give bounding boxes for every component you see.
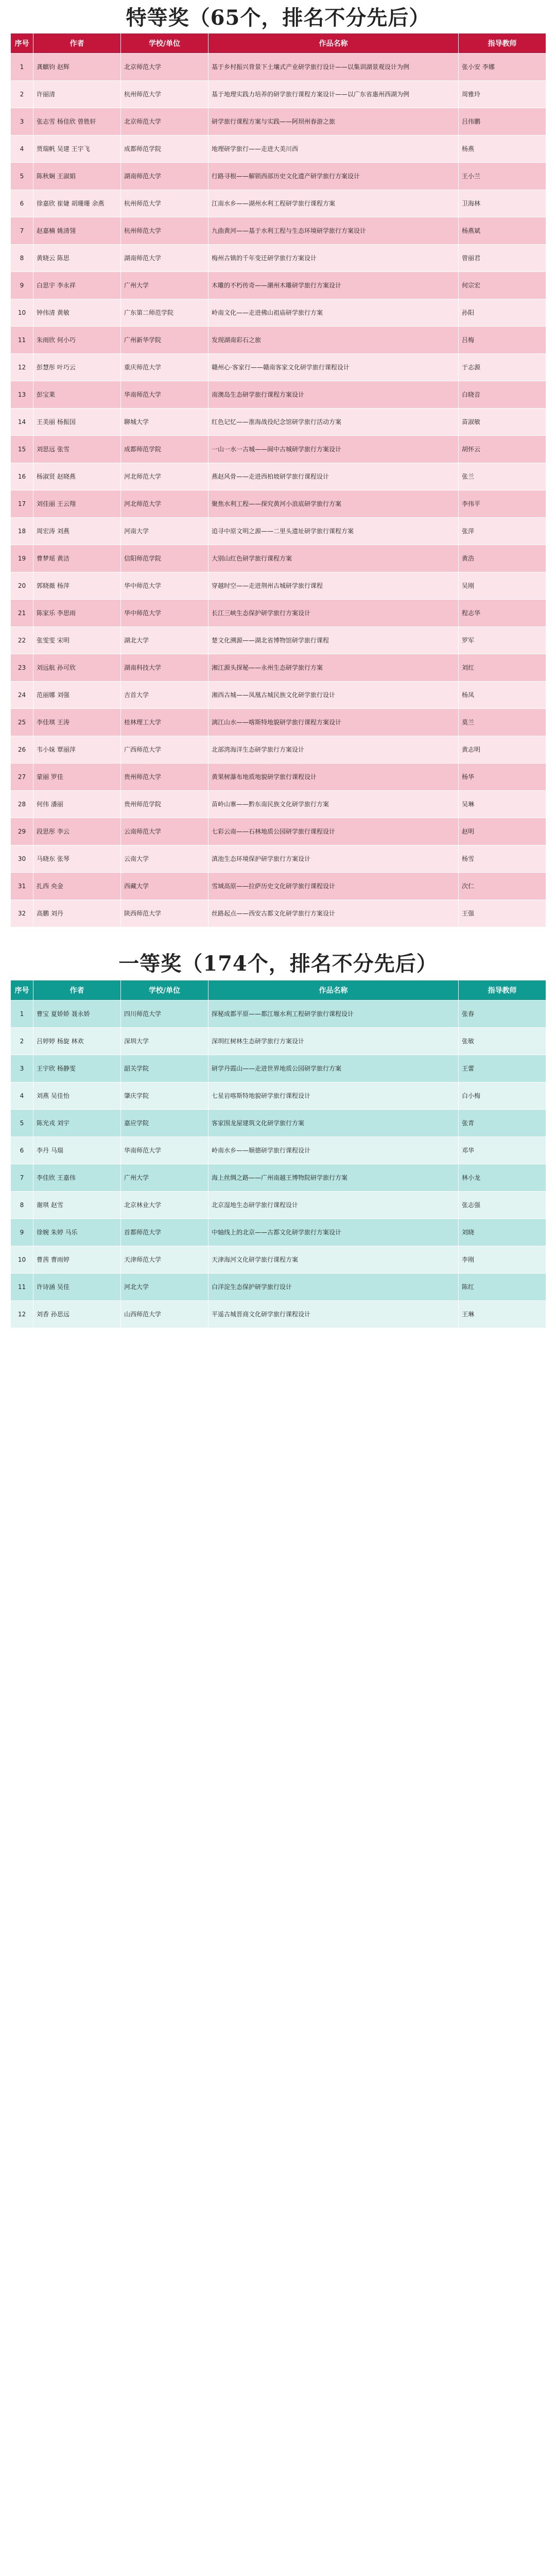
table-row: [11, 1001, 546, 1028]
cell-school: 云南大学: [121, 845, 208, 873]
cell-no: 22: [11, 627, 33, 654]
cell-author: 白思宇 李永祥: [33, 272, 121, 299]
table-row: [11, 245, 546, 272]
cell-no: 32: [11, 900, 33, 927]
cell-work: 雪域高原——拉萨历史文化研学旅行课程设计: [208, 873, 459, 900]
table-row: [11, 736, 546, 764]
cell-author: 陈秋娴 王淑娟: [33, 163, 121, 190]
cell-author: 周宏涛 刘燕: [33, 518, 121, 545]
cell-school: 广州新华学院: [121, 327, 208, 354]
table-row: [11, 545, 546, 572]
cell-school: 贵州师范大学: [121, 764, 208, 791]
cell-author: 蒙丽 罗佳: [33, 764, 121, 791]
table-row: [11, 409, 546, 436]
cell-work: 岭南文化——走进佛山祖庙研学旅行方案: [208, 299, 459, 327]
cell-advisor: 周雅玲: [459, 81, 546, 108]
cell-author: 曹梦瑶 黄洁: [33, 545, 121, 572]
cell-author: 陈家乐 李思雨: [33, 600, 121, 627]
cell-author: 李丹 马瑞: [33, 1137, 121, 1164]
cell-author: 张志雪 杨佳欣 曾胜轩: [33, 108, 121, 135]
table-row: [11, 1110, 546, 1137]
header-work: 作品名称: [208, 980, 459, 1001]
cell-no: 10: [11, 1246, 33, 1274]
table-row: [11, 845, 546, 873]
special-award-table: [10, 33, 546, 927]
cell-author: 高鹏 刘丹: [33, 900, 121, 927]
cell-advisor: 何宗宏: [459, 272, 546, 299]
cell-work: 江南水乡——湖州水利工程研学旅行课程方案: [208, 190, 459, 217]
cell-work: 黄果树瀑布地质地貌研学旅行课程设计: [208, 764, 459, 791]
cell-advisor: 张萍: [459, 518, 546, 545]
first-award-table: [10, 980, 546, 1328]
cell-no: 8: [11, 1192, 33, 1219]
table-row: [11, 1274, 546, 1301]
first-award-title: 一等奖（174个，排名不分先后）: [118, 952, 438, 976]
table-row: [11, 272, 546, 299]
cell-author: 李佳欣 王嘉伟: [33, 1164, 121, 1192]
cell-school: 湖南师范大学: [121, 163, 208, 190]
table-row: [11, 791, 546, 818]
cell-author: 段思彤 李云: [33, 818, 121, 845]
cell-advisor: 李伟平: [459, 490, 546, 518]
cell-school: 韶关学院: [121, 1055, 208, 1082]
cell-work: 赣州心·客家行——赣南客家文化研学旅行课程设计: [208, 354, 459, 381]
cell-author: 徐婉 朱婷 马乐: [33, 1219, 121, 1246]
cell-advisor: 王蕾: [459, 1055, 546, 1082]
cell-author: 曹宝 夏娇娇 聂永娇: [33, 1001, 121, 1028]
cell-school: 成都师范学院: [121, 436, 208, 463]
cell-no: 13: [11, 381, 33, 409]
cell-no: 9: [11, 1219, 33, 1246]
cell-work: 穿越时空——走进荆州古城研学旅行课程: [208, 572, 459, 600]
cell-author: 黄晓云 陈思: [33, 245, 121, 272]
cell-advisor: 卫海林: [459, 190, 546, 217]
cell-work: 客家围龙屋建筑文化研学旅行方案: [208, 1110, 459, 1137]
cell-school: 杭州师范大学: [121, 81, 208, 108]
cell-advisor: 刘红: [459, 654, 546, 682]
table-row: [11, 900, 546, 927]
table-row: [11, 54, 546, 81]
cell-advisor: 杨雪: [459, 845, 546, 873]
cell-school: 北京师范大学: [121, 108, 208, 135]
table-row: [11, 1246, 546, 1274]
cell-advisor: 张敏: [459, 1028, 546, 1055]
cell-work: 长江三峡生态保护研学旅行方案设计: [208, 600, 459, 627]
cell-advisor: 陈红: [459, 1274, 546, 1301]
cell-author: 吕婷婷 杨旋 林欢: [33, 1028, 121, 1055]
header-advisor: 指导教师: [459, 33, 546, 54]
cell-work: 一山一水一古城——阆中古城研学旅行方案设计: [208, 436, 459, 463]
cell-author: 郭晓薇 杨萍: [33, 572, 121, 600]
cell-work: 北部湾海洋生态研学旅行方案设计: [208, 736, 459, 764]
table-row: [11, 627, 546, 654]
cell-work: 行路寻根——解锁西部历史文化遗产研学旅行方案设计: [208, 163, 459, 190]
cell-advisor: 莫兰: [459, 709, 546, 736]
table-row: [11, 190, 546, 217]
cell-author: 何伟 潘丽: [33, 791, 121, 818]
cell-work: 研学丹霞山——走进世界地质公园研学旅行方案: [208, 1055, 459, 1082]
cell-school: 华中师范大学: [121, 572, 208, 600]
cell-school: 杭州师范大学: [121, 217, 208, 245]
table-row: [11, 1028, 546, 1055]
cell-school: 首都师范大学: [121, 1219, 208, 1246]
cell-work: 岭南水乡——顺德研学旅行课程设计: [208, 1137, 459, 1164]
cell-no: 11: [11, 327, 33, 354]
cell-no: 3: [11, 108, 33, 135]
cell-advisor: 曾丽君: [459, 245, 546, 272]
cell-work: 梅州古镇的千年变迁研学旅行方案设计: [208, 245, 459, 272]
cell-work: 滇池生态环境保护研学旅行方案设计: [208, 845, 459, 873]
cell-advisor: 李刚: [459, 1246, 546, 1274]
cell-school: 北京林业大学: [121, 1192, 208, 1219]
cell-school: 华南师范大学: [121, 381, 208, 409]
table-row: [11, 1137, 546, 1164]
cell-work: 红色记忆——淮海战役纪念馆研学旅行活动方案: [208, 409, 459, 436]
cell-school: 河南大学: [121, 518, 208, 545]
cell-advisor: 张小安 李娜: [459, 54, 546, 81]
cell-work: 丝路起点——西安古都文化研学旅行方案设计: [208, 900, 459, 927]
table-header-row: [11, 33, 546, 54]
cell-advisor: 黄志明: [459, 736, 546, 764]
cell-work: 探秘成都平原——都江堰水利工程研学旅行课程设计: [208, 1001, 459, 1028]
cell-no: 28: [11, 791, 33, 818]
cell-school: 吉首大学: [121, 682, 208, 709]
cell-advisor: 胡怀云: [459, 436, 546, 463]
table-row: [11, 299, 546, 327]
table-row: [11, 1301, 546, 1328]
cell-no: 10: [11, 299, 33, 327]
cell-school: 河北师范大学: [121, 490, 208, 518]
cell-no: 5: [11, 1110, 33, 1137]
cell-author: 马晓东 张琴: [33, 845, 121, 873]
cell-advisor: 黄浩: [459, 545, 546, 572]
cell-advisor: 吕伟鹏: [459, 108, 546, 135]
cell-school: 湖北大学: [121, 627, 208, 654]
cell-advisor: 于志源: [459, 354, 546, 381]
cell-advisor: 邓华: [459, 1137, 546, 1164]
cell-no: 19: [11, 545, 33, 572]
cell-work: 基于乡村振兴背景下土壤式产业研学旅行设计——以集训湖景观设计为例: [208, 54, 459, 81]
header-advisor: 指导教师: [459, 980, 546, 1001]
cell-author: 刘思远 张雪: [33, 436, 121, 463]
cell-no: 4: [11, 1082, 33, 1110]
cell-advisor: 杨华: [459, 764, 546, 791]
cell-author: 彭慧彤 叶巧云: [33, 354, 121, 381]
cell-work: 研学旅行课程方案与实践——阿坝州春游之旅: [208, 108, 459, 135]
cell-school: 成都师范学院: [121, 135, 208, 163]
cell-no: 20: [11, 572, 33, 600]
cell-school: 河北大学: [121, 1274, 208, 1301]
cell-no: 1: [11, 1001, 33, 1028]
cell-school: 聊城大学: [121, 409, 208, 436]
cell-work: 九曲黄河——基于水利工程与生态环境研学旅行方案设计: [208, 217, 459, 245]
cell-author: 赵嘉楠 姚清翎: [33, 217, 121, 245]
table-row: [11, 381, 546, 409]
cell-no: 18: [11, 518, 33, 545]
cell-school: 山西师范大学: [121, 1301, 208, 1328]
cell-no: 21: [11, 600, 33, 627]
cell-author: 曹茜 曹雨婷: [33, 1246, 121, 1274]
cell-no: 7: [11, 1164, 33, 1192]
cell-author: 许诗涵 吴佳: [33, 1274, 121, 1301]
cell-work: 湘江源头探秘——永州生态研学旅行方案: [208, 654, 459, 682]
header-school: 学校/单位: [121, 980, 208, 1001]
cell-no: 2: [11, 1028, 33, 1055]
cell-advisor: 白小梅: [459, 1082, 546, 1110]
cell-no: 1: [11, 54, 33, 81]
table-row: [11, 217, 546, 245]
cell-work: 北京湿地生态研学旅行课程设计: [208, 1192, 459, 1219]
cell-work: 南澳岛生态研学旅行课程方案设计: [208, 381, 459, 409]
table-row: [11, 818, 546, 845]
cell-advisor: 白晓音: [459, 381, 546, 409]
cell-no: 4: [11, 135, 33, 163]
table-header-row: [11, 980, 546, 1001]
cell-no: 15: [11, 436, 33, 463]
table-row: [11, 682, 546, 709]
cell-advisor: 张青: [459, 1110, 546, 1137]
table-row: [11, 572, 546, 600]
cell-school: 广西师范大学: [121, 736, 208, 764]
header-no: 序号: [11, 33, 33, 54]
cell-work: 天津海河文化研学旅行课程方案: [208, 1246, 459, 1274]
cell-school: 贵州师范学院: [121, 791, 208, 818]
cell-author: 杨淑贤 赵晓燕: [33, 463, 121, 490]
table-row: [11, 654, 546, 682]
cell-advisor: 张春: [459, 1001, 546, 1028]
cell-no: 2: [11, 81, 33, 108]
table-row: [11, 764, 546, 791]
cell-school: 湖南科技大学: [121, 654, 208, 682]
cell-no: 11: [11, 1274, 33, 1301]
cell-work: 地理研学旅行——走进大美川西: [208, 135, 459, 163]
cell-advisor: 吴琳: [459, 791, 546, 818]
cell-no: 17: [11, 490, 33, 518]
header-school: 学校/单位: [121, 33, 208, 54]
cell-school: 肇庆学院: [121, 1082, 208, 1110]
table-row: [11, 1219, 546, 1246]
cell-advisor: 苗淑敏: [459, 409, 546, 436]
header-author: 作者: [33, 33, 121, 54]
cell-author: 范丽娜 刘强: [33, 682, 121, 709]
cell-school: 四川师范大学: [121, 1001, 208, 1028]
cell-work: 深圳红树林生态研学旅行方案设计: [208, 1028, 459, 1055]
cell-work: 苗岭山寨——黔东南民族文化研学旅行方案: [208, 791, 459, 818]
cell-work: 七星岩喀斯特地貌研学旅行课程设计: [208, 1082, 459, 1110]
cell-work: 追寻中原文明之源——二里头遗址研学旅行课程方案: [208, 518, 459, 545]
cell-work: 聚焦水利工程——探究黄河小浪底研学旅行方案: [208, 490, 459, 518]
table-row: [11, 463, 546, 490]
cell-no: 25: [11, 709, 33, 736]
cell-work: 湘西古城——凤凰古城民族文化研学旅行设计: [208, 682, 459, 709]
table-row: [11, 518, 546, 545]
cell-advisor: 赵明: [459, 818, 546, 845]
cell-author: 钟伟清 黄敏: [33, 299, 121, 327]
table-row: [11, 1164, 546, 1192]
table-row: [11, 490, 546, 518]
cell-work: 发现湖南彩石之旅: [208, 327, 459, 354]
cell-no: 29: [11, 818, 33, 845]
cell-work: 木雕的不朽传奇——潮州木雕研学旅行方案设计: [208, 272, 459, 299]
cell-author: 龚麒钧 赵辉: [33, 54, 121, 81]
cell-no: 5: [11, 163, 33, 190]
cell-advisor: 王琳: [459, 1301, 546, 1328]
cell-work: 白洋淀生态保护研学旅行设计: [208, 1274, 459, 1301]
cell-author: 王宇欣 杨静雯: [33, 1055, 121, 1082]
cell-school: 西藏大学: [121, 873, 208, 900]
cell-no: 9: [11, 272, 33, 299]
cell-school: 华中师范大学: [121, 600, 208, 627]
cell-author: 徐嘉欣 崔婕 胡珊珊 余燕: [33, 190, 121, 217]
cell-work: 平遥古城晋商文化研学旅行课程设计: [208, 1301, 459, 1328]
cell-school: 重庆师范大学: [121, 354, 208, 381]
cell-no: 30: [11, 845, 33, 873]
cell-no: 31: [11, 873, 33, 900]
cell-advisor: 程志华: [459, 600, 546, 627]
cell-advisor: 吕梅: [459, 327, 546, 354]
cell-author: 彭宝莱: [33, 381, 121, 409]
cell-school: 陕西师范大学: [121, 900, 208, 927]
cell-school: 广州大学: [121, 272, 208, 299]
table-row: [11, 108, 546, 135]
cell-no: 6: [11, 190, 33, 217]
cell-advisor: 张兰: [459, 463, 546, 490]
cell-author: 陈光戎 刘宇: [33, 1110, 121, 1137]
cell-author: 扎西 央金: [33, 873, 121, 900]
table-row: [11, 1055, 546, 1082]
cell-author: 刘香 孙思远: [33, 1301, 121, 1328]
cell-advisor: 王小兰: [459, 163, 546, 190]
cell-no: 23: [11, 654, 33, 682]
cell-advisor: 吴刚: [459, 572, 546, 600]
cell-school: 杭州师范大学: [121, 190, 208, 217]
table-row: [11, 163, 546, 190]
cell-author: 王美丽 杨振国: [33, 409, 121, 436]
cell-author: 韦小妹 覃丽萍: [33, 736, 121, 764]
cell-advisor: 次仁: [459, 873, 546, 900]
cell-school: 云南师范大学: [121, 818, 208, 845]
cell-work: 七彩云南——石林地质公园研学旅行课程设计: [208, 818, 459, 845]
cell-advisor: 刘晓: [459, 1219, 546, 1246]
table-row: [11, 709, 546, 736]
cell-no: 24: [11, 682, 33, 709]
cell-work: 漓江山水——喀斯特地貌研学旅行课程方案设计: [208, 709, 459, 736]
cell-advisor: 王强: [459, 900, 546, 927]
table-row: [11, 81, 546, 108]
table-row: [11, 327, 546, 354]
cell-no: 8: [11, 245, 33, 272]
cell-author: 朱雨欣 何小巧: [33, 327, 121, 354]
table-row: [11, 1082, 546, 1110]
cell-no: 7: [11, 217, 33, 245]
cell-author: 刘燕 吴佳怡: [33, 1082, 121, 1110]
table-row: [11, 600, 546, 627]
cell-school: 广东第二师范学院: [121, 299, 208, 327]
cell-no: 16: [11, 463, 33, 490]
table-row: [11, 135, 546, 163]
cell-school: 桂林理工大学: [121, 709, 208, 736]
cell-advisor: 罗军: [459, 627, 546, 654]
cell-school: 北京师范大学: [121, 54, 208, 81]
table-row: [11, 1192, 546, 1219]
cell-school: 天津师范大学: [121, 1246, 208, 1274]
cell-work: 大别山红色研学旅行课程方案: [208, 545, 459, 572]
table-row: [11, 354, 546, 381]
cell-no: 14: [11, 409, 33, 436]
cell-work: 楚文化溯源——湖北省博物馆研学旅行课程: [208, 627, 459, 654]
cell-work: 燕赵风骨——走进西柏坡研学旅行课程设计: [208, 463, 459, 490]
cell-author: 谢琪 赵雪: [33, 1192, 121, 1219]
cell-no: 6: [11, 1137, 33, 1164]
cell-work: 中轴线上的北京——古都文化研学旅行方案设计: [208, 1219, 459, 1246]
cell-advisor: 杨凤: [459, 682, 546, 709]
cell-no: 3: [11, 1055, 33, 1082]
header-no: 序号: [11, 980, 33, 1001]
first-award-rows: [11, 1001, 546, 1328]
cell-school: 深圳大学: [121, 1028, 208, 1055]
special-award-title: 特等奖（65个，排名不分先后）: [126, 6, 430, 30]
header-work: 作品名称: [208, 33, 459, 54]
cell-advisor: 杨燕: [459, 135, 546, 163]
cell-no: 27: [11, 764, 33, 791]
cell-school: 嘉应学院: [121, 1110, 208, 1137]
cell-school: 信阳师范学院: [121, 545, 208, 572]
cell-no: 12: [11, 1301, 33, 1328]
cell-author: 刘佳丽 王云翔: [33, 490, 121, 518]
cell-school: 河北师范大学: [121, 463, 208, 490]
cell-no: 12: [11, 354, 33, 381]
cell-author: 贾瑞帆 吴建 王宇飞: [33, 135, 121, 163]
cell-author: 李佳琪 王涛: [33, 709, 121, 736]
cell-advisor: 林小龙: [459, 1164, 546, 1192]
cell-advisor: 孙阳: [459, 299, 546, 327]
cell-author: 张雯雯 宋明: [33, 627, 121, 654]
cell-no: 26: [11, 736, 33, 764]
cell-work: 基于地理实践力培养的研学旅行课程方案设计——以广东省惠州西湖为例: [208, 81, 459, 108]
table-row: [11, 436, 546, 463]
cell-advisor: 杨燕斌: [459, 217, 546, 245]
cell-school: 湖南师范大学: [121, 245, 208, 272]
cell-author: 许丽清: [33, 81, 121, 108]
cell-advisor: 张志强: [459, 1192, 546, 1219]
cell-author: 刘远航 孙可欣: [33, 654, 121, 682]
cell-school: 广州大学: [121, 1164, 208, 1192]
special-award-rows: [11, 54, 546, 927]
cell-school: 华南师范大学: [121, 1137, 208, 1164]
table-row: [11, 873, 546, 900]
cell-work: 海上丝绸之路——广州南越王博物院研学旅行方案: [208, 1164, 459, 1192]
header-author: 作者: [33, 980, 121, 1001]
